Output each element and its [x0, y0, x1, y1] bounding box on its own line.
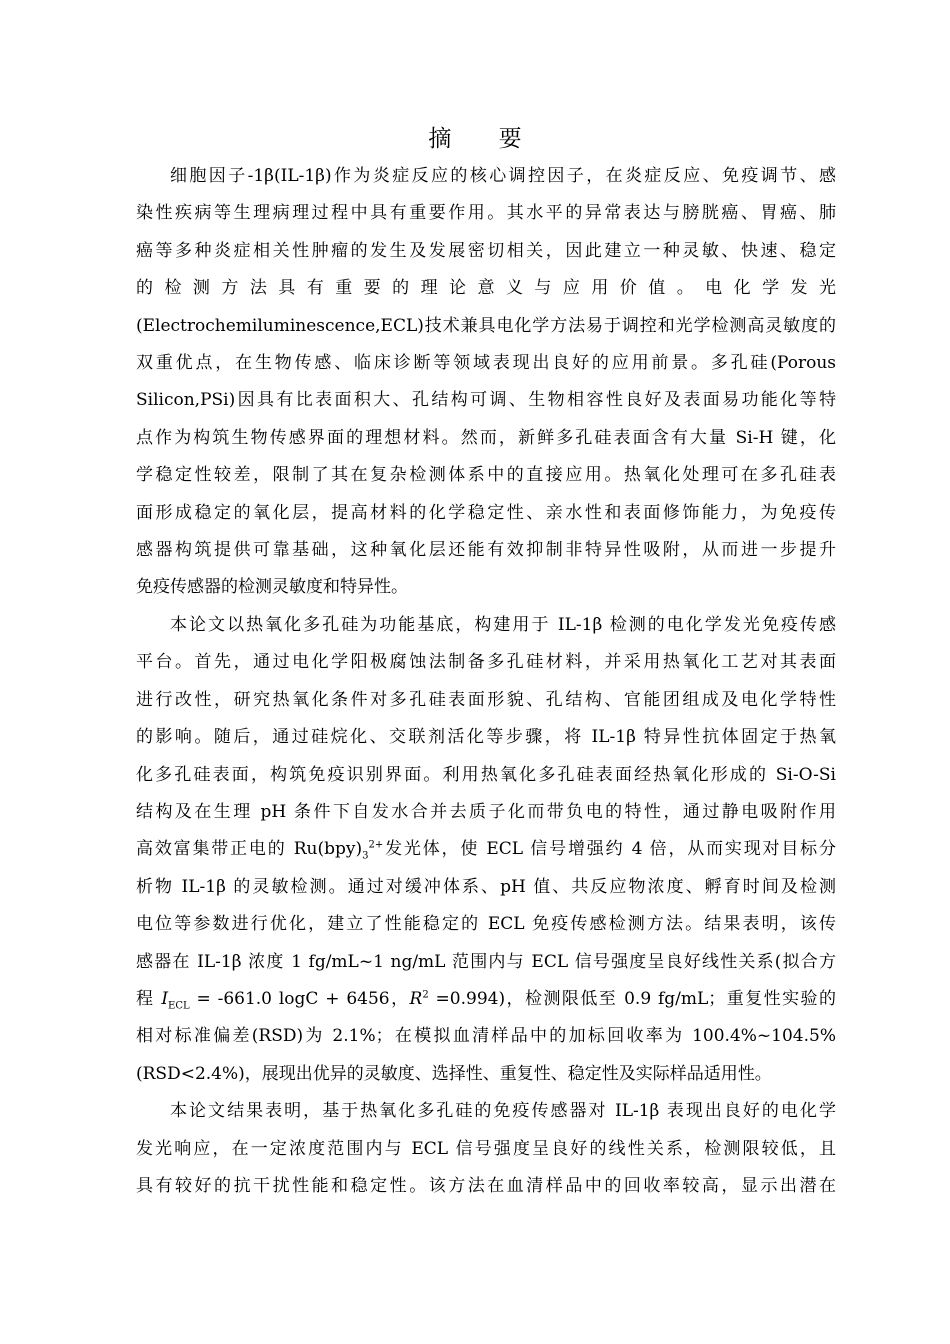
text-line: 免疫传感器的检测灵敏度和特异性。	[136, 577, 408, 598]
text-line: 面形成稳定的氧化层，提高材料的化学稳定性、亲水性和表面修饰能力，为免疫传	[136, 502, 836, 523]
text-line: 结构及在生理 pH 条件下自发水合并去质子化而带负电的特性，通过静电吸附作用	[136, 801, 836, 822]
text-line: 进行改性，研究热氧化条件对多孔硅表面形貌、孔结构、官能团组成及电化学特性	[136, 689, 836, 710]
superscript: 2+	[368, 839, 384, 851]
text-line: 感器在 IL-1β 浓度 1 fg/mL~1 ng/mL 范围内与 ECL 信号强度呈良好线性关系(拟合方	[136, 951, 836, 972]
text-line: 的影响。随后，通过硅烷化、交联剂活化等步骤，将 IL-1β 特异性抗体固定于热氧	[136, 727, 836, 748]
text-line-formula	[136, 831, 836, 868]
text-line: 具有较好的抗干扰性能和稳定性。该方法在血清样品中的回收率较高，显示出潜在	[136, 1175, 836, 1196]
text-line: 平台。首先，通过电化学阳极腐蚀法制备多孔硅材料，并采用热氧化工艺对其表面	[136, 652, 836, 673]
text-line: 发光响应，在一定浓度范围内与 ECL 信号强度呈良好的线性关系，检测限较低，且	[136, 1138, 836, 1159]
abstract-body	[136, 158, 836, 1205]
text-line: 细胞因子-1β(IL-1β)作为炎症反应的核心调控因子，在炎症反应、免疫调节、感	[170, 166, 836, 186]
paragraph-3	[136, 1093, 836, 1205]
text-line: 点作为构筑生物传感界面的理想材料。然而，新鲜多孔硅表面含有大量 Si-H 键，化	[136, 427, 836, 448]
text-line: (Electrochemiluminescence,ECL)技术兼具电化学方法易于调控和光学检测高灵敏度的	[136, 315, 836, 336]
text-line: 的检测方法具有重要的理论意义与应用价值。电化学发光	[136, 278, 836, 299]
variable-i: I	[161, 988, 169, 1009]
text-line: 学稳定性较差，限制了其在复杂检测体系中的直接应用。热氧化处理可在多孔硅表	[136, 465, 836, 486]
variable-r: R	[409, 988, 423, 1009]
subscript: ECL	[168, 1000, 190, 1012]
subscript: 3	[362, 850, 369, 862]
text-line: 本论文结果表明，基于热氧化多孔硅的免疫传感器对 IL-1β 表现出良好的电化学	[170, 1101, 836, 1122]
text-line: Silicon,PSi)因具有比表面积大、孔结构可调、生物相容性良好及表面易功能化等特	[136, 390, 836, 411]
text-line: 癌等多种炎症相关性肿瘤的发生及发展密切相关，因此建立一种灵敏、快速、稳定	[136, 240, 836, 261]
paragraph-2	[136, 607, 836, 1093]
text-line: 化多孔硅表面，构筑免疫识别界面。利用热氧化多孔硅表面经热氧化形成的 Si-O-Si	[136, 764, 836, 785]
paragraph-1	[136, 158, 836, 607]
text-line: 双重优点，在生物传感、临床诊断等领域表现出良好的应用前景。多孔硅(Porous	[136, 353, 836, 374]
text-line: 电位等参数进行优化，建立了性能稳定的 ECL 免疫传感检测方法。结果表明，该传	[136, 914, 836, 935]
text-segment: =0.994)，检测限低至 0.9 fg/mL；重复性实验的	[428, 988, 836, 1009]
text-segment: 程	[136, 988, 162, 1009]
text-line: (RSD<2.4%)，展现出优异的灵敏度、选择性、重复性、稳定性及实际样品适用性。	[136, 1063, 772, 1084]
text-line-equation	[136, 981, 836, 1018]
text-segment: 高效富集带正电的 Ru(bpy)	[136, 839, 363, 860]
text-line: 析物 IL-1β 的灵敏检测。通过对缓冲体系、pH 值、共反应物浓度、孵育时间及检测	[136, 876, 836, 897]
text-segment: = -661.0 logC + 6456，	[189, 988, 410, 1009]
text-line: 相对标准偏差(RSD)为 2.1%；在模拟血清样品中的加标回收率为 100.4%~104.5%	[136, 1026, 836, 1047]
text-segment: 发光体，使 ECL 信号增强约 4 倍，从而实现对目标分	[383, 839, 836, 860]
superscript: 2	[422, 989, 429, 1001]
page-title: 摘 要	[428, 126, 542, 152]
text-line: 本论文以热氧化多孔硅为功能基底，构建用于 IL-1β 检测的电化学发光免疫传感	[170, 614, 836, 635]
text-line: 感器构筑提供可靠基础，这种氧化层还能有效抑制非特异性吸附，从而进一步提升	[136, 540, 836, 561]
text-line: 染性疾病等生理病理过程中具有重要作用。其水平的异常表达与膀胱癌、胃癌、肺	[136, 203, 836, 224]
